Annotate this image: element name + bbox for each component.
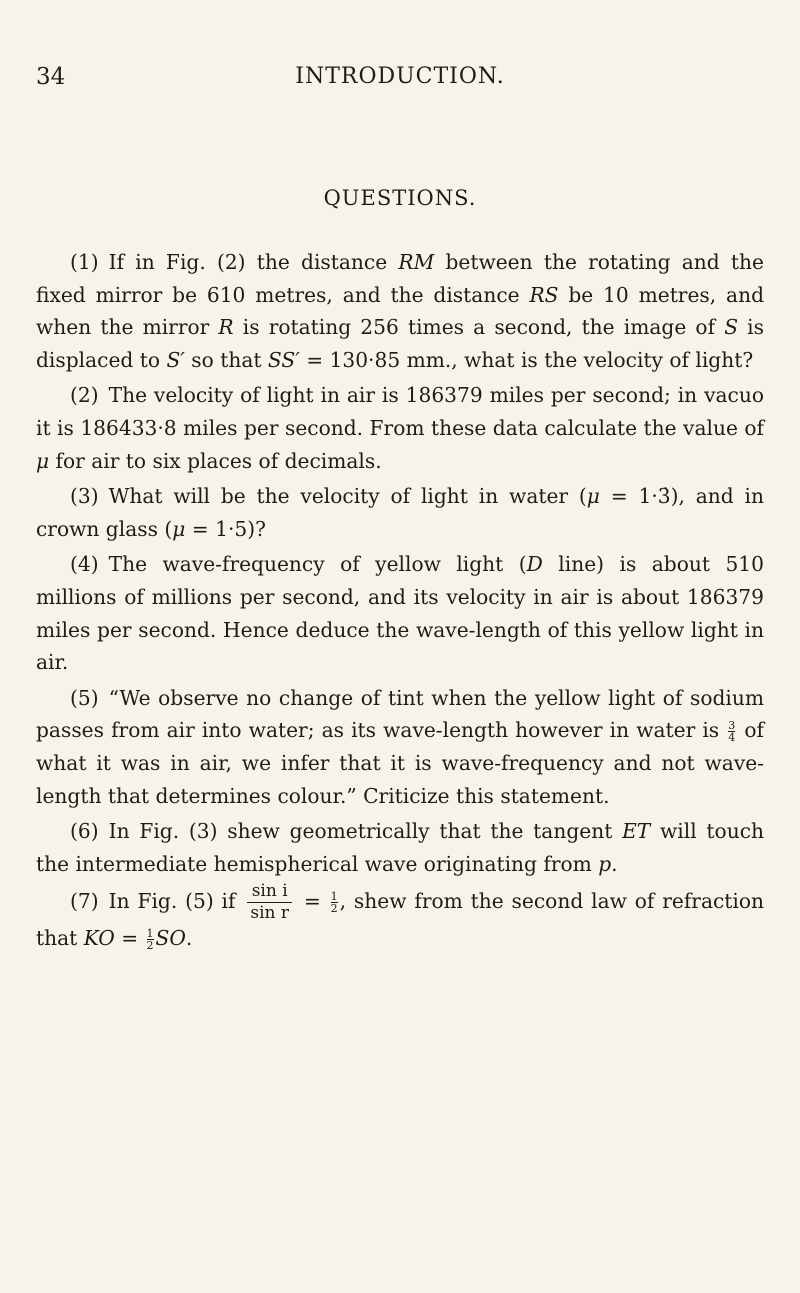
symbol: R [218, 315, 234, 340]
text: The wave-frequency of yellow light ( [108, 552, 527, 577]
text: line) is about 510 millions of millions per second, and its velocity in air is about 186379 miles per second. Hence deduce the wave-length of this yellow light in air. [36, 552, 764, 675]
fraction [331, 891, 338, 914]
symbol: S [724, 315, 739, 340]
text: . [185, 926, 193, 951]
symbol: p [598, 851, 612, 876]
denominator: 2 [146, 939, 154, 953]
fraction [247, 883, 292, 922]
text: = [296, 889, 329, 914]
question-7 [36, 883, 764, 955]
symbol: ET [622, 819, 651, 844]
numerator: sin i [247, 883, 292, 903]
text: = 130·85 mm., what is the velocity of light? [299, 347, 754, 372]
denominator: sin r [250, 903, 289, 924]
text: “We observe no change of tint when the yellow light of sodium passes from air into water; as its wave-length however in water is [36, 685, 764, 743]
text: so that [184, 347, 268, 372]
numerator: 1 [330, 890, 338, 904]
denominator: 4 [728, 731, 736, 745]
numerator: 1 [146, 927, 154, 941]
symbol: SS′ [267, 347, 300, 372]
fraction [728, 720, 735, 743]
section-title: QUESTIONS. [323, 186, 477, 210]
question-number: (6) [70, 819, 99, 844]
text: If in Fig. (2) the distance [108, 250, 399, 274]
question-5 [36, 682, 764, 812]
question-number: (7) [70, 889, 99, 914]
symbol: RS [529, 282, 559, 307]
symbol: KO [83, 926, 115, 951]
text: between the rotating and the fixed mirror be 610 metres, and the distance [36, 250, 764, 307]
symbol: μ [172, 516, 186, 541]
text: , shew from the second law of refraction that [36, 889, 765, 951]
question-6 [36, 815, 764, 880]
question-number: (5) [70, 685, 99, 710]
question-number: (3) [70, 484, 99, 509]
text: The velocity of light in air is 186379 miles per second; in vacuo it is 186433·8 miles per second. From these data calculate the value of [36, 383, 764, 440]
running-head: INTRODUCTION. [295, 64, 505, 89]
symbol: D [526, 552, 543, 577]
text: = [114, 926, 145, 951]
text: be 10 metres, and when the mirror [36, 282, 764, 340]
denominator: 2 [330, 902, 338, 916]
question-2 [36, 379, 764, 477]
text: . [611, 851, 618, 876]
questions-list [36, 246, 764, 958]
symbol: RM [398, 250, 435, 274]
text: In Fig. (5) if [108, 889, 244, 914]
fraction [147, 928, 154, 951]
text: is rotating 256 times a second, the image of [233, 315, 725, 340]
question-number: (2) [70, 383, 99, 408]
text: = 1·5)? [185, 516, 266, 541]
text: of what it was in air, we infer that it is wave-frequency and not wave-length that determines colour.” Criticize this statement. [36, 718, 764, 808]
numerator: 3 [728, 719, 736, 733]
question-4 [36, 548, 764, 678]
text: = 1·3̇), and in crown glass ( [36, 484, 764, 541]
text: for air to six places of decimals. [49, 448, 382, 473]
symbol: μ [36, 448, 50, 473]
question-3 [36, 480, 764, 545]
question-number: (4) [70, 552, 99, 577]
page-number: 34 [36, 64, 66, 90]
symbol: SO [155, 926, 186, 951]
question-number: (1) [70, 250, 99, 274]
page-header [36, 64, 764, 104]
text: will touch the intermediate hemispherical wave originating from [36, 819, 764, 876]
symbol: S′ [166, 347, 185, 372]
text: What will be the velocity of light in water ( [108, 484, 587, 509]
text: In Fig. (3) shew geometrically that the tangent [108, 819, 623, 844]
symbol: μ [586, 484, 600, 509]
text: is displaced to [36, 315, 764, 372]
question-1 [36, 246, 764, 376]
